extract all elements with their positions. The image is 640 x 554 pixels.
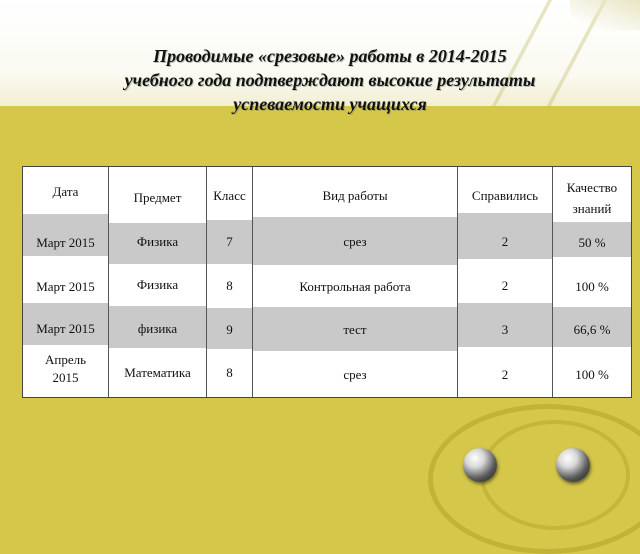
header-quality xyxy=(553,177,631,219)
header-work-type: Вид работы xyxy=(322,188,388,203)
cell-work-type: Контрольная работа xyxy=(299,279,411,294)
decorative-corner xyxy=(570,0,640,30)
results-table xyxy=(22,166,632,398)
header-quality-line-1: Качество xyxy=(566,180,618,195)
header-quality-line-2: знаний xyxy=(572,201,612,216)
header-subject: Предмет xyxy=(133,190,182,205)
header-class: Класс xyxy=(213,188,246,203)
cell-date: Март 2015 xyxy=(36,279,95,294)
cell-passed: 2 xyxy=(501,278,509,293)
slide-title xyxy=(40,44,620,116)
decorative-ring xyxy=(480,420,630,530)
cell-quality: 100 % xyxy=(575,279,609,294)
cell-quality: 100 % xyxy=(575,367,609,382)
cell-date-line-1: Апрель xyxy=(44,352,87,367)
cell-date xyxy=(23,351,108,387)
cell-passed: 3 xyxy=(501,322,509,337)
cell-subject: Математика xyxy=(124,365,191,380)
title-line-3: успеваемости учащихся xyxy=(233,94,427,114)
cell-subject: Физика xyxy=(136,234,179,249)
cell-date: Март 2015 xyxy=(36,235,95,250)
cell-date-line-2: 2015 xyxy=(52,370,79,385)
cell-subject: Физика xyxy=(136,277,179,292)
decorative-ball xyxy=(556,448,590,482)
decorative-ball xyxy=(463,448,497,482)
cell-class: 7 xyxy=(226,234,233,249)
title-line-2: учебного года подтверждают высокие результаты xyxy=(124,70,536,90)
cell-passed: 2 xyxy=(501,234,509,249)
cell-date: Март 2015 xyxy=(36,321,95,336)
cell-class: 8 xyxy=(226,278,233,293)
cell-quality: 50 % xyxy=(578,235,606,250)
cell-class: 9 xyxy=(226,322,233,337)
cell-work-type: срез xyxy=(343,367,367,382)
header-date: Дата xyxy=(52,184,79,199)
title-line-1: Проводимые «срезовые» работы в 2014-2015 xyxy=(153,46,507,66)
header-passed: Справились xyxy=(471,188,539,203)
cell-class: 8 xyxy=(226,365,233,380)
cell-subject: физика xyxy=(137,321,178,336)
cell-quality: 66,6 % xyxy=(573,322,611,337)
cell-work-type: срез xyxy=(343,234,367,249)
cell-work-type: тест xyxy=(343,322,367,337)
cell-passed: 2 xyxy=(501,367,509,382)
